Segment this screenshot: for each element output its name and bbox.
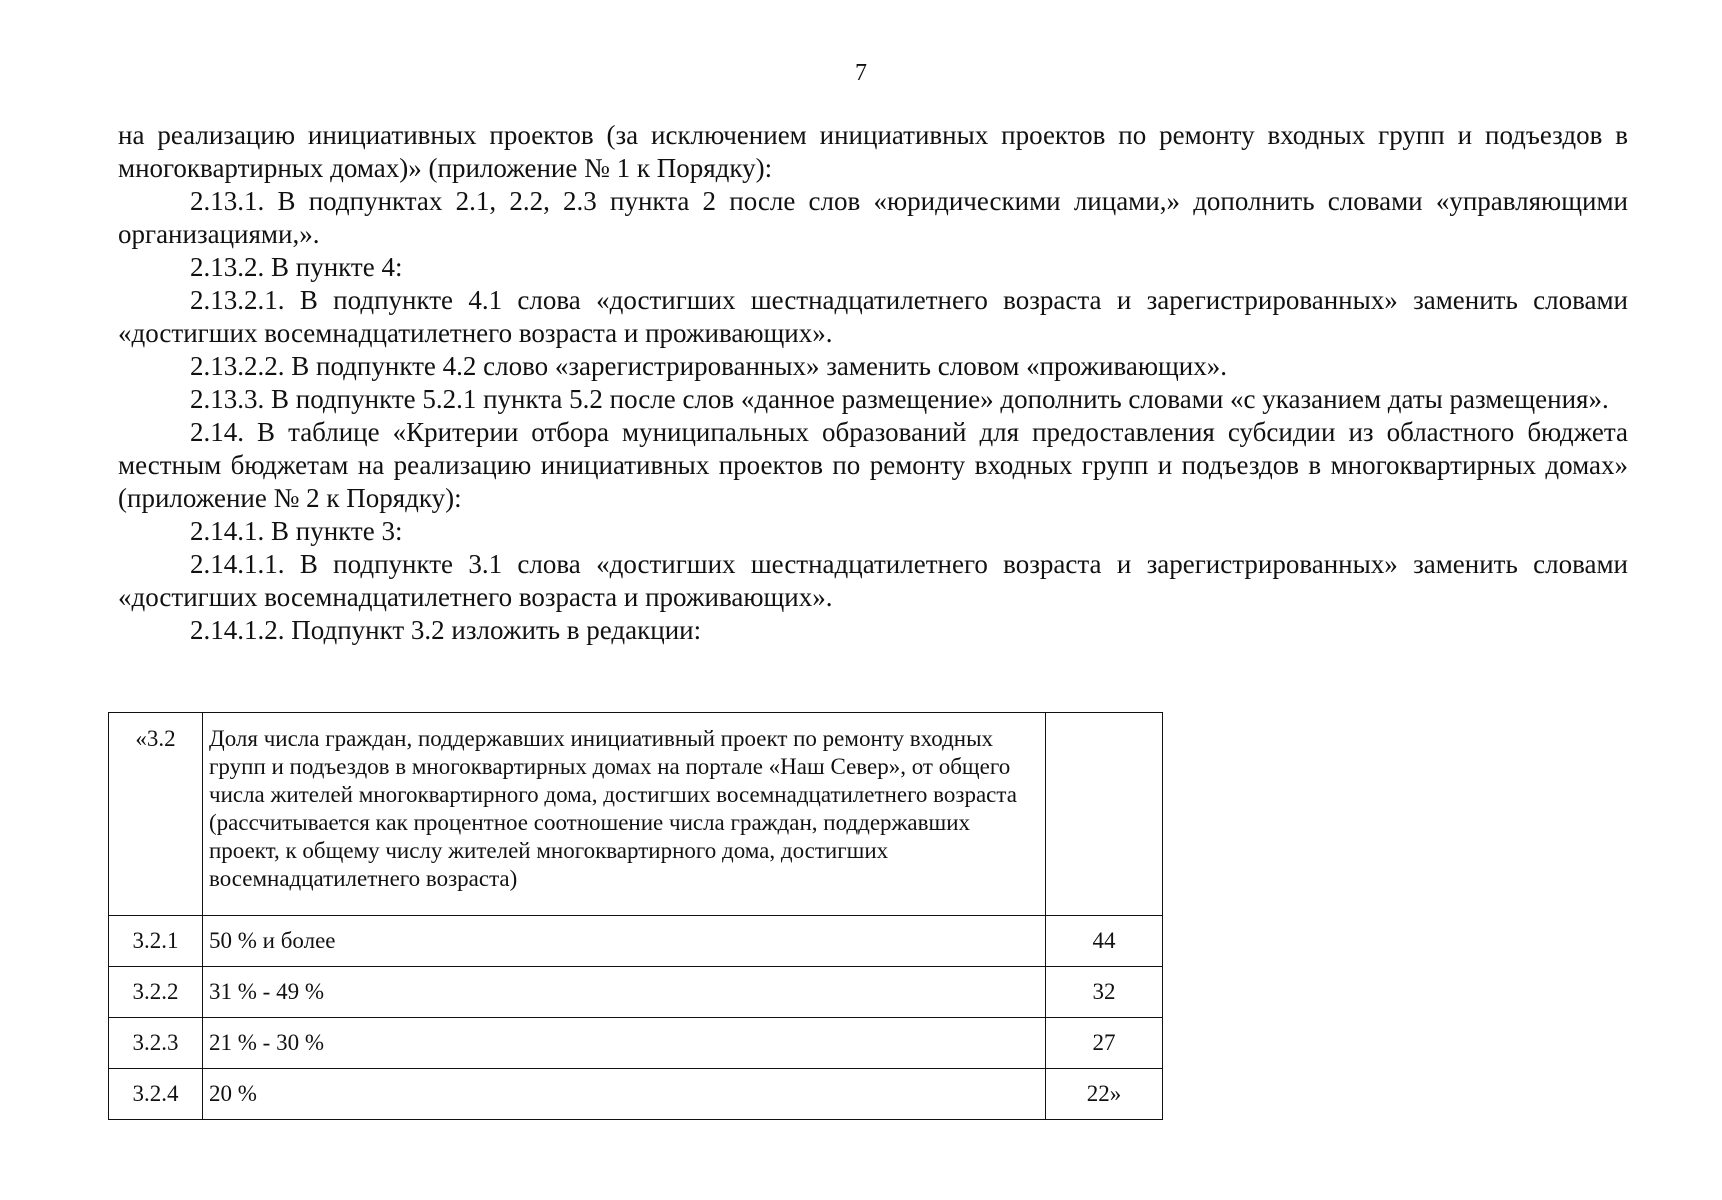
table-cell-criterion: 50 % и более [203,916,1046,967]
table-cell-criterion: 31 % - 49 % [203,967,1046,1018]
table-row [109,967,1163,1018]
table-cell-score [1046,713,1163,916]
paragraph: 2.13.2.2. В подпункте 4.2 слово «зарегистрированных» заменить словом «проживающих». [190,351,1228,381]
table-cell-score: 44 [1046,916,1163,967]
table-cell-number: 3.2.4 [109,1069,203,1120]
table-cell-criterion: 20 % [203,1069,1046,1120]
table-cell-score: 32 [1046,967,1163,1018]
paragraph: 2.13.2. В пункте 4: [190,252,403,282]
table-cell-criterion: 21 % - 30 % [203,1018,1046,1069]
paragraph: 2.14.1.1. В подпункте 3.1 слова «достигших шестнадцатилетнего возраста и зарегистрированных» заменить словами «достигших восемнадцатилетнего возраста и проживающих». [118,549,1628,612]
table-row [109,1018,1163,1069]
paragraph: 2.14. В таблице «Критерии отбора муниципальных образований для предоставления субсидии из областного бюджета местным бюджетам на реализацию инициативных проектов по ремонту входных групп и подъездов в многоквартирных домах» (приложение № 2 к Порядку): [118,417,1628,513]
table-cell-criterion: Доля числа граждан, поддержавших инициативный проект по ремонту входных групп и подъездов в многоквартирных домах на портале «Наш Север», от общего числа жителей многоквартирного дома, достигших восемнадцатилетнего возраста (рассчитывается как процентное соотношение числа граждан, поддержавших проект, к общему числу жителей многоквартирного дома, достигших восемнадцатилетнего возраста) [203,713,1046,916]
table-cell-number: «3.2 [109,713,203,916]
table-cell-number: 3.2.3 [109,1018,203,1069]
table-cell-score: 22» [1046,1069,1163,1120]
paragraph: 2.14.1.2. Подпункт 3.2 изложить в редакции: [190,615,702,645]
table-cell-number: 3.2.1 [109,916,203,967]
paragraph: на реализацию инициативных проектов (за исключением инициативных проектов по ремонту входных групп и подъездов в многоквартирных домах)» (приложение № 1 к Порядку): [118,120,1628,183]
table-cell-score: 27 [1046,1018,1163,1069]
paragraph: 2.14.1. В пункте 3: [190,516,403,546]
table-row [109,916,1163,967]
table-row [109,1069,1163,1120]
page-number: 7 [855,60,867,86]
table-cell-number: 3.2.2 [109,967,203,1018]
paragraph: 2.13.1. В подпунктах 2.1, 2.2, 2.3 пункта 2 после слов «юридическими лицами,» дополнить словами «управляющими организациями,». [118,186,1628,249]
document-body [118,119,1628,647]
paragraph: 2.13.3. В подпункте 5.2.1 пункта 5.2 после слов «данное размещение» дополнить словами «с указанием даты размещения». [190,384,1609,414]
paragraph: 2.13.2.1. В подпункте 4.1 слова «достигших шестнадцатилетнего возраста и зарегистрированных» заменить словами «достигших восемнадцатилетнего возраста и проживающих». [118,285,1628,348]
criteria-table [108,712,1163,1120]
table-header-row [109,713,1163,916]
